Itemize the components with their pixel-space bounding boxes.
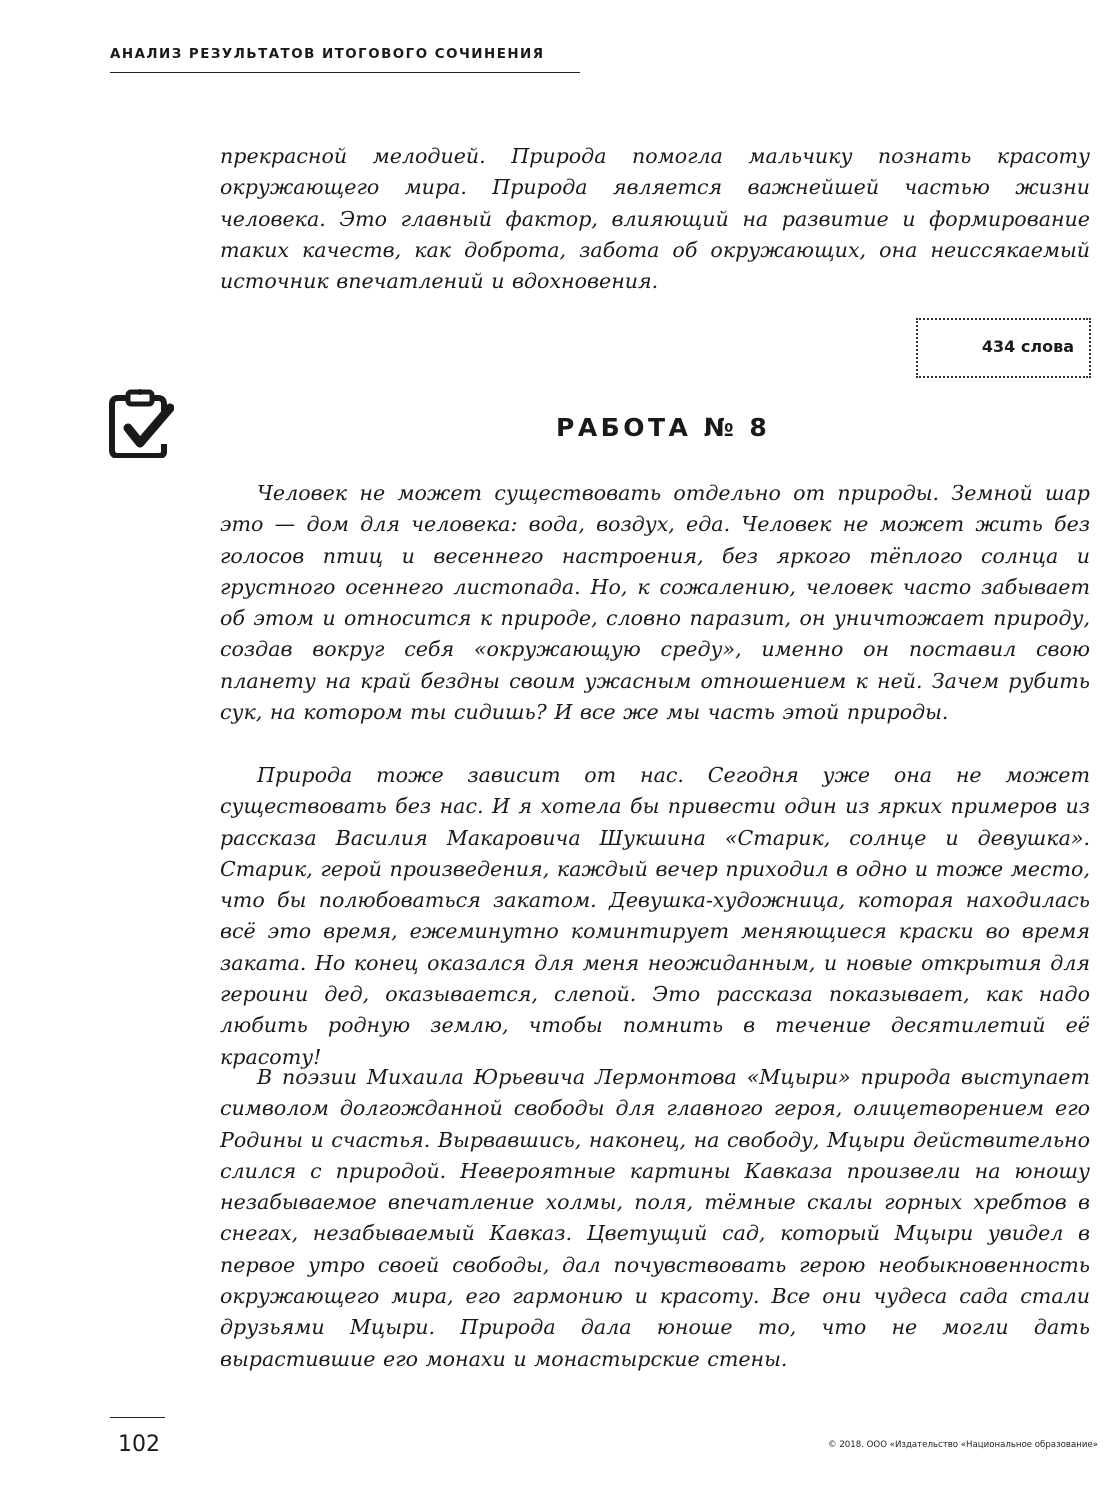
essay-title: РАБОТА № 8	[556, 413, 771, 442]
essay-paragraph-2: Природа тоже зависит от нас. Сегодня уже она не может существовать без нас. И я хотела бы привести один из ярких примеров из рассказа Василия Макаровича Шукшина «Старик, солнце и девушка». Старик, герой произведения, каждый вечер приходил в одно и тоже место, что бы полюбоваться закатом. Девушка-художница, которая находилась всё это время, ежеминутно коминтирует меняющиеся краски во время заката. Но конец оказался для меня неожиданным, и новые открытия для героини дед, оказывается, слепой. Это рассказа показывает, как надо любить родную землю, чтобы помнить в течение десятилетий её красоту!	[220, 763, 1090, 1069]
prev-essay-ending: прекрасной мелодией. Природа помогла мальчику познать красоту окружающего мира. Природа является важнейшей частью жизни человека. Это главный фактор, влияющий на развитие и формирование таких качеств, как доброта, забота об окружающих, она неиссякаемый источник впечатлений и вдохновения.	[220, 144, 1090, 294]
word-count: 434 слова	[981, 337, 1074, 356]
clipboard-check-icon	[108, 388, 174, 458]
footer-divider	[110, 1417, 165, 1418]
copyright-notice: © 2018. ООО «Издательство «Национальное образование»	[828, 1440, 1098, 1450]
running-header: АНАЛИЗ РЕЗУЛЬТАТОВ ИТОГОВОГО СОЧИНЕНИЯ	[110, 47, 545, 62]
header-divider	[110, 72, 580, 73]
word-count-box	[916, 318, 1088, 378]
essay-paragraph-1: Человек не может существовать отдельно от природы. Земной шар это — дом для человека: вода, воздух, еда. Человек не может жить без голосов птиц и весеннего настроения, без яркого тёплого солнца и грустного осеннего листопада. Но, к сожалению, человек часто забывает об этом и относится к природе, словно паразит, он уничтожает природу, создав вокруг себя «окружающую среду», именно он поставил свою планету на край бездны своим ужасным отношением к ней. Зачем рубить сук, на котором ты сидишь? И все же мы часть этой природы.	[220, 481, 1090, 725]
page-number: 102	[118, 1432, 160, 1457]
essay-paragraph-3: В поэзии Михаила Юрьевича Лермонтова «Мцыри» природа выступает символом долгожданной свободы для главного героя, олицетворением его Родины и счастья. Вырвавшись, наконец, на свободу, Мцыри действительно слился с природой. Невероятные картины Кавказа произвели на юношу незабываемое впечатление холмы, поля, тёмные скалы горных хребтов в снегах, незабываемый Кавказ. Цветущий сад, который Мцыри увидел в первое утро своей свободы, дал почувствовать герою необыкновенность окружающего мира, его гармонию и красоту. Все они чудеса сада стали друзьями Мцыри. Природа дала юноше то, что не могли дать вырастившие его монахи и монастырские стены.	[220, 1065, 1090, 1371]
